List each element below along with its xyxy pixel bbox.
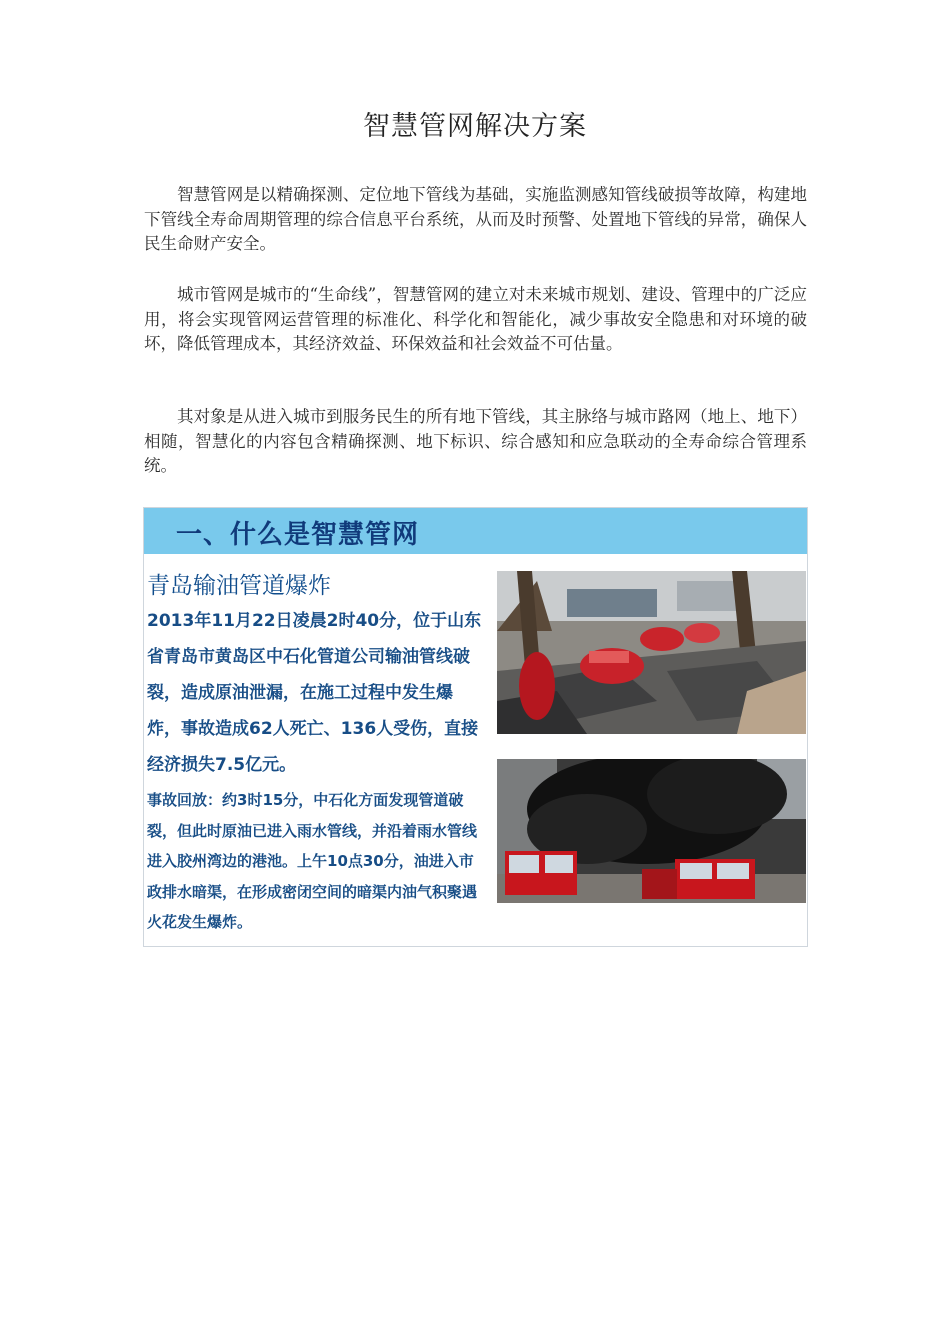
- explosion-damage-photo: [497, 571, 806, 734]
- slide-header: [144, 508, 807, 554]
- embedded-slide: [143, 507, 808, 947]
- fire-trucks-smoke-photo: [497, 759, 806, 903]
- paragraph-lifeline: 城市管网是城市的“生命线”，智慧管网的建立对未来城市规划、建设、管理中的广泛应用，将会实现管网运营管理的标准化、科学化和智能化，减少事故安全隐患和对环境的破坏，降低管理成本，其经济效益、环保效益和社会效益不可估量。: [144, 285, 807, 353]
- paragraph-scope: 其对象是从进入城市到服务民生的所有地下管线，其主脉络与城市路网（地上、地下）相随，智慧化的内容包含精确探测、地下标识、综合感知和应急联动的全寿命综合管理系统。: [144, 407, 807, 475]
- slide-header-title: 一、什么是智慧管网: [176, 520, 420, 550]
- paragraph-intro: 智慧管网是以精确探测、定位地下管线为基础，实施监测感知管线破损等故障，构建地下管线全寿命周期管理的综合信息平台系统，从而及时预警、处置地下管线的异常，确保人民生命财产安全。: [144, 185, 807, 253]
- slide-replay-text: 事故回放：约3时15分，中石化方面发现管道破裂，但此时原油已进入雨水管线，并沿着雨水管线进入胶州湾边的港池。上午10点30分，油进入市政排水暗渠，在形成密闭空间的暗渠内油气积聚遇火花发生爆炸。: [147, 791, 478, 931]
- slide-subtitle: 青岛输油管道爆炸: [147, 573, 331, 599]
- page-title: 智慧管网解决方案: [363, 111, 587, 142]
- slide-incident-text: 2013年11月22日凌晨2时40分，位于山东省青岛市黄岛区中石化管道公司输油管线破裂，造成原油泄漏，在施工过程中发生爆炸，事故造成62人死亡、136人受伤，直接经济损失7.5亿元。: [147, 611, 482, 775]
